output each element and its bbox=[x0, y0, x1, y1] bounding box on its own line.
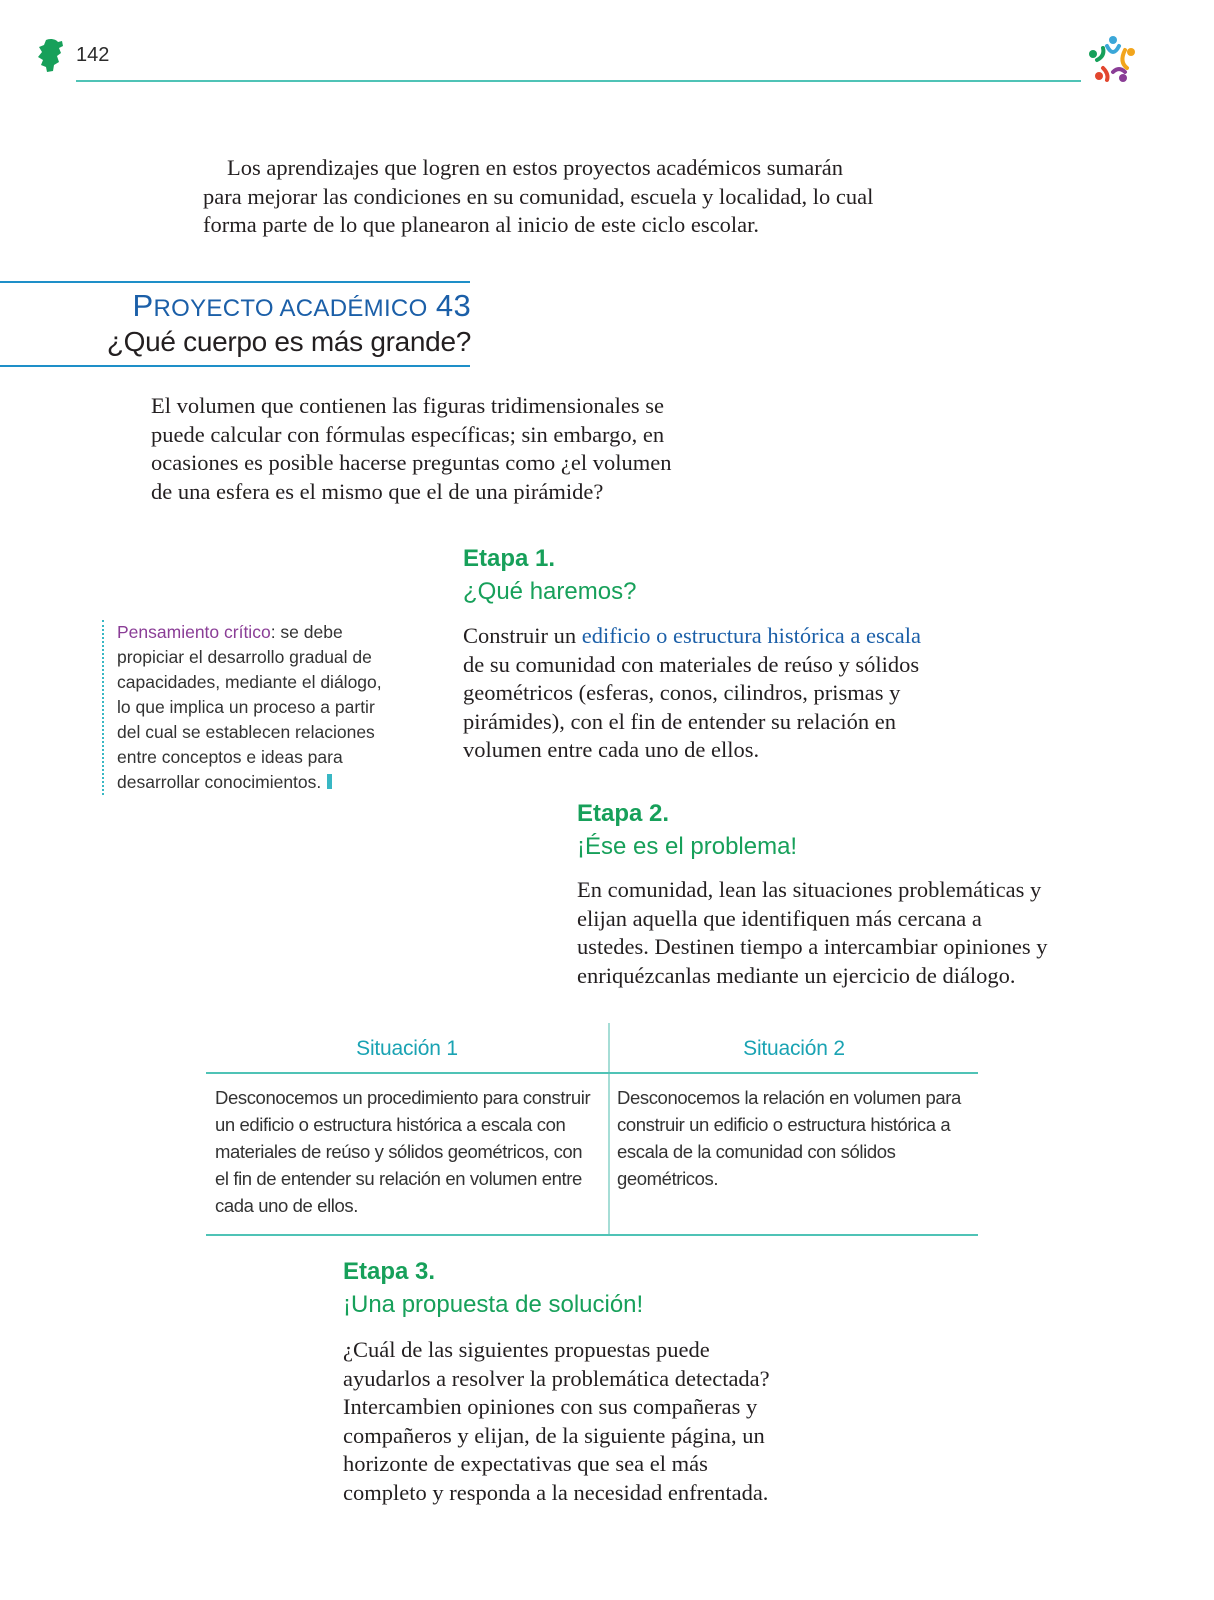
stage-3-body: ¿Cuál de las siguientes propuestas puede ayudarlos a resolver la problemática detectada? Intercambien opiniones con sus compañeras y compañeros y elijan, de la siguiente página, un horizonte de expectativas que sea el más completo y responda a la necesidad enfrentada. bbox=[343, 1337, 770, 1505]
situations-table bbox=[206, 1023, 978, 1236]
note-text: : se debe propiciar el desarrollo gradual de capacidades, mediante el diálogo, lo que implica un proceso a partir del cual se establecen relaciones entre conceptos e ideas para desarrollar conocimientos. bbox=[117, 622, 382, 792]
situation-1-text: Desconocemos un procedimiento para construir un edificio o estructura histórica a escala con materiales de reúso y sólidos geométricos, con el fin de entender su relación en volumen entre cada uno de ellos. bbox=[215, 1087, 591, 1216]
note-term: Pensamiento crítico bbox=[117, 622, 271, 642]
situation-2-text: Desconocemos la relación en volumen para construir un edificio o estructura histórica a escala de la comunidad con sólidos geométricos. bbox=[617, 1087, 961, 1189]
project-rule-bottom bbox=[0, 365, 470, 367]
stage-1-link: edificio o estructura histórica a escala bbox=[581, 623, 921, 648]
note-end-mark bbox=[327, 774, 332, 789]
project-title: ¿Qué cuerpo es más grande? bbox=[106, 326, 471, 357]
stage-2-subtitle: ¡Ése es el problema! bbox=[577, 833, 798, 860]
intro-paragraph: Los aprendizajes que logren en estos proyectos académicos sumarán para mejorar las condiciones en su comunidad, escuela y localidad, lo cual forma parte de lo que planearon al inicio de este ciclo escolar. bbox=[203, 155, 874, 237]
map-profile-icon bbox=[36, 38, 68, 74]
community-circle-icon bbox=[1085, 32, 1141, 88]
stage-1-body-start: Construir un bbox=[463, 623, 582, 648]
project-rule-top bbox=[0, 281, 470, 283]
stage-3-number: Etapa 3. bbox=[343, 1258, 436, 1285]
header-rule bbox=[76, 80, 1081, 82]
lead-paragraph: El volumen que contienen las figuras tridimensionales se puede calcular con fórmulas específicas; sin embargo, en ocasiones es posible hacerse preguntas como ¿el volumen de una esfera es el mismo que el de una pirámide? bbox=[151, 393, 672, 504]
page-number: 142 bbox=[76, 44, 110, 66]
stage-1-subtitle: ¿Qué haremos? bbox=[463, 578, 637, 605]
critical-thinking-note bbox=[102, 620, 387, 795]
stage-1-body-end: de su comunidad con materiales de reúso y sólidos geométricos (esferas, conos, cilindros, prismas y pirámides), con el fin de entender su relación en volumen entre cada uno de ellos. bbox=[463, 651, 920, 762]
situation-1-title: Situación 1 bbox=[356, 1037, 458, 1060]
stage-1-body bbox=[463, 622, 923, 765]
project-label: PROYECTO ACADÉMICO 43 bbox=[132, 288, 471, 323]
stage-2-number: Etapa 2. bbox=[577, 800, 670, 827]
header-divider bbox=[206, 1072, 978, 1074]
stage-1-number: Etapa 1. bbox=[463, 545, 556, 572]
stage-2-body: En comunidad, lean las situaciones problemáticas y elijan aquella que identifiquen más cercana a ustedes. Destinen tiempo a intercambiar opiniones y enriquézcanlas mediante un ejercicio de diálogo. bbox=[577, 877, 1048, 988]
situation-2-title: Situación 2 bbox=[743, 1037, 845, 1060]
stage-3-subtitle: ¡Una propuesta de solución! bbox=[343, 1291, 644, 1318]
